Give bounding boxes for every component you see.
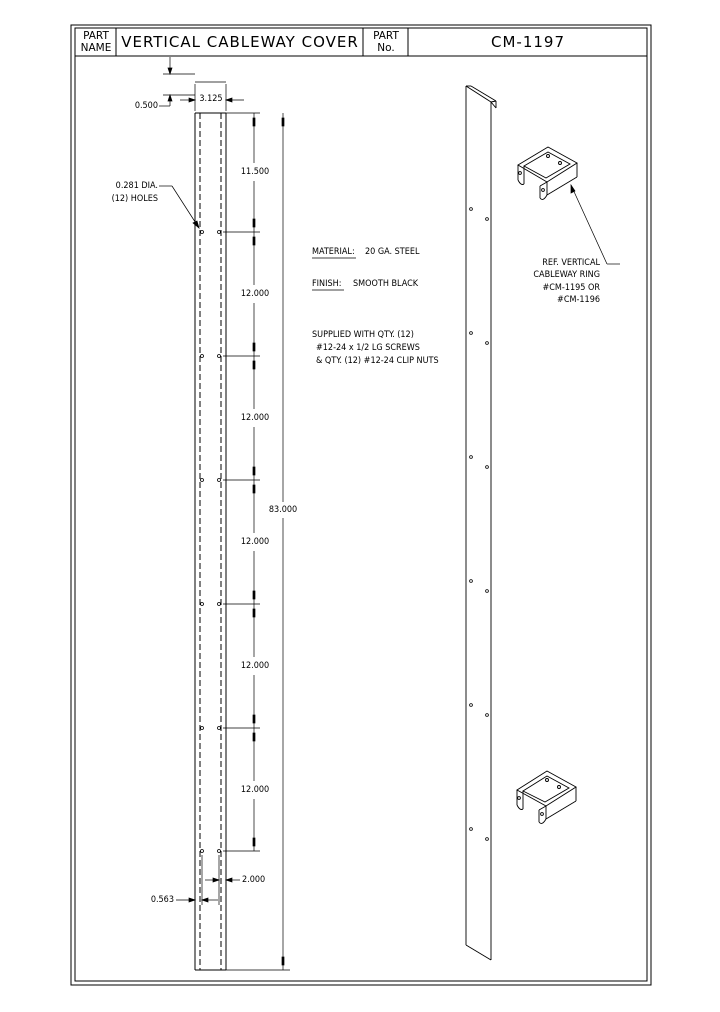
hole (486, 218, 489, 221)
hole (201, 727, 204, 730)
reference-leader (571, 185, 620, 264)
hole-spec-line2: (12) HOLES (111, 194, 158, 204)
reference-line3: #CM-1195 OR (542, 283, 600, 293)
hole-callout-leader (159, 186, 199, 228)
hole (201, 603, 204, 606)
finish-label: FINISH: (312, 279, 342, 289)
hole (470, 580, 473, 583)
dim-flange-offset: 0.500 (134, 101, 158, 111)
supplied-note-line2: #12-24 x 1/2 LG SCREWS (316, 343, 420, 353)
part-no-value: CM-1197 (490, 33, 565, 51)
supplied-note-line3: & QTY. (12) #12-24 CLIP NUTS (316, 356, 439, 366)
dim-width: 3.125 (199, 94, 223, 104)
hole (470, 208, 473, 211)
cover-flat-pattern (195, 113, 226, 970)
hole (486, 466, 489, 469)
hole (218, 355, 221, 358)
hole (201, 231, 204, 234)
dim-edge-offset: 0.563 (150, 895, 174, 905)
hole (470, 456, 473, 459)
dim-spacing: 12.000 (240, 785, 270, 795)
sheet-border (71, 25, 651, 985)
reference-line4: #CM-1196 (557, 295, 600, 305)
material-value: 20 GA. STEEL (365, 247, 420, 257)
isometric-holes (470, 208, 489, 841)
hole (201, 355, 204, 358)
hole (218, 850, 221, 853)
cableway-ring-bottom-illustration (517, 771, 576, 823)
part-name-label-line1: PART (83, 30, 109, 42)
reference-line2: CABLEWAY RING (533, 270, 600, 280)
hole (218, 603, 221, 606)
hole (201, 850, 204, 853)
part-name-label-line2: NAME (80, 42, 112, 54)
dim-spacing: 12.000 (240, 537, 270, 547)
part-no-label-line2: No. (377, 42, 395, 54)
hole (486, 714, 489, 717)
hole (470, 332, 473, 335)
hole (218, 231, 221, 234)
dim-spacing: 12.000 (240, 289, 270, 299)
dim-first-spacing: 11.500 (240, 167, 270, 177)
hole (486, 342, 489, 345)
hole (486, 590, 489, 593)
hole (470, 704, 473, 707)
spacing-dimension-chain (226, 113, 269, 851)
dim-spacing: 12.000 (240, 413, 270, 423)
material-label: MATERIAL: (312, 247, 355, 257)
dim-overall-length: 83.000 (268, 505, 298, 515)
dim-spacing: 12.000 (240, 661, 270, 671)
supplied-note-line1: SUPPLIED WITH QTY. (12) (312, 330, 414, 340)
part-name-value: VERTICAL CABLEWAY COVER (121, 33, 359, 51)
hole (486, 838, 489, 841)
dim-bottom-offset: 2.000 (242, 875, 266, 885)
bottom-dimensions (176, 855, 240, 905)
cover-holes (201, 231, 221, 853)
hole (218, 479, 221, 482)
hole (201, 479, 204, 482)
hole-spec-line1: 0.281 DIA. (115, 181, 158, 191)
hole (218, 727, 221, 730)
reference-line1: REF. VERTICAL (542, 258, 600, 268)
finish-value: SMOOTH BLACK (353, 279, 419, 289)
hole (470, 828, 473, 831)
part-no-label-line1: PART (373, 30, 399, 42)
cableway-ring-top-illustration (518, 147, 577, 199)
